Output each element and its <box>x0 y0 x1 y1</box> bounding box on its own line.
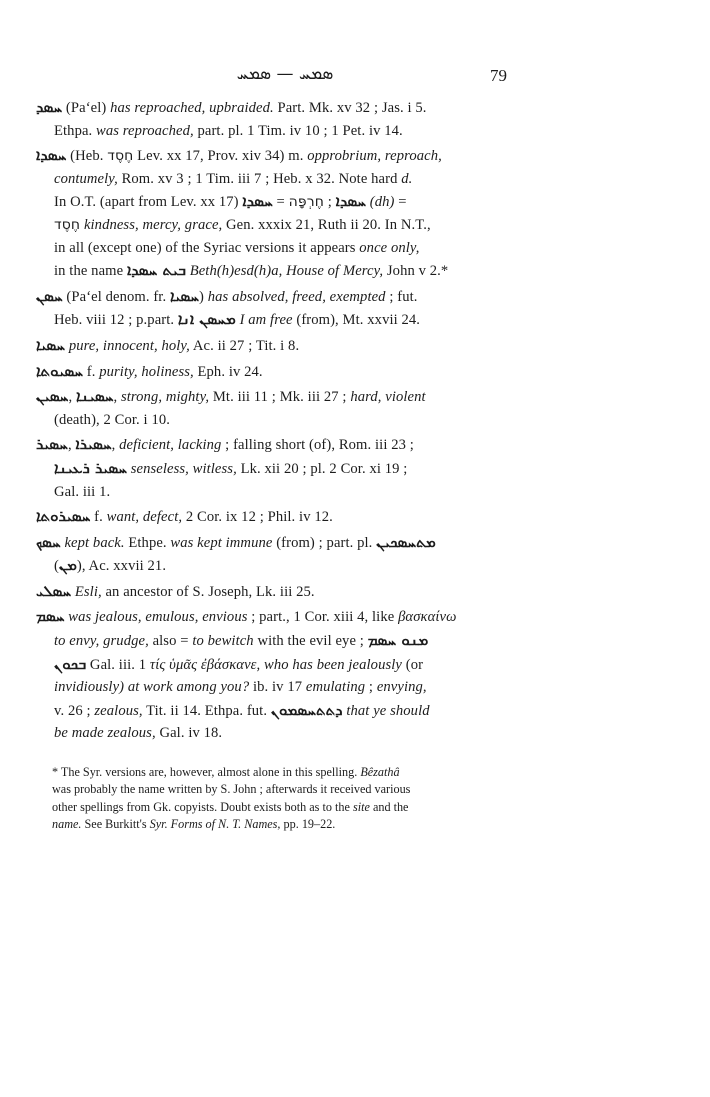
italic-gloss: d. <box>401 170 413 187</box>
syriac-headword: ܚܣܡ <box>36 607 65 626</box>
dictionary-entry <box>36 360 542 384</box>
text-run: ), Ac. xxvii 21. <box>76 558 167 575</box>
syriac-headword: ܚܣܝܘܬܐ <box>36 361 83 380</box>
text-run: Gal. iii 1. <box>54 483 111 500</box>
text-run: Mt. iii 11 ; Mk. iii 27 ; <box>209 389 351 406</box>
text-run: , <box>68 389 76 406</box>
syriac-headword: ܚܣܢ <box>36 286 63 305</box>
footnote-line <box>52 799 538 816</box>
entry-continuation-line <box>36 168 542 191</box>
italic-gloss: I am free <box>239 312 293 329</box>
syriac-headword: ܚܣܕܐ <box>242 192 273 211</box>
entry-continuation-line <box>36 629 542 653</box>
syriac-headword: ܡܢܘ ܚܣܡ <box>367 631 429 650</box>
syriac-headword: ܡܬܚܣܟܝܢ <box>376 532 436 551</box>
italic-gloss: be made zealous, <box>54 725 156 742</box>
italic-gloss: purity, holiness, <box>99 363 194 380</box>
syriac-headword: ܚܣܕ <box>36 98 63 116</box>
text-run: ( <box>54 558 59 575</box>
text-run: other spellings from Gk. copyists. Doubt exists both as to the <box>52 799 353 814</box>
italic-gloss: zealous, <box>94 702 143 719</box>
text-run: John v 2.* <box>383 263 449 280</box>
footnote-line <box>52 816 538 833</box>
text-run: v. 26 ; <box>54 702 95 719</box>
text-run: in the name <box>54 263 127 280</box>
italic-gloss: senseless, witless, <box>130 460 237 477</box>
text-run: Ac. ii 27 ; Tit. i 8. <box>189 337 300 354</box>
entry-first-line <box>36 580 542 604</box>
italic-gloss: (dh) <box>369 194 395 211</box>
entry-first-line <box>36 385 542 409</box>
italic-gloss: who has been jealously <box>264 656 402 673</box>
dictionary-entry <box>36 505 542 529</box>
text-run: (Pa‘el denom. fr. <box>62 288 170 305</box>
text-run: In O.T. (apart from Lev. xx 17) <box>54 194 243 211</box>
syriac-headword: ܚܣܝܪ <box>36 435 68 454</box>
dictionary-entry <box>36 385 542 431</box>
text-run: = <box>272 194 289 211</box>
entry-continuation-line <box>36 237 542 260</box>
text-run: ib. iv 17 <box>249 679 306 696</box>
italic-gloss: once only, <box>359 239 420 256</box>
italic-gloss: that ye should <box>346 702 430 719</box>
entry-continuation-line <box>36 214 542 237</box>
italic-gloss: was reproached, <box>96 122 194 139</box>
text-run: * The Syr. versions are, however, almost alone in this spelling. <box>52 765 361 779</box>
syriac-headword: ܒܝܬ ܚܣܕܐ <box>126 261 186 280</box>
entry-first-line <box>36 531 542 555</box>
entry-continuation-line <box>36 481 542 504</box>
syriac-headword: ܚܣܠܝ <box>36 581 72 600</box>
syriac-headword: ܚܣܝܪ ܪܥܝܢܐ <box>54 458 127 477</box>
entry-continuation-line <box>36 259 542 283</box>
text-run: = <box>394 194 407 211</box>
text-run: Lk. xii 20 ; pl. 2 Cor. xi 19 ; <box>236 460 408 477</box>
text-run: Eph. iv 24. <box>193 363 263 380</box>
text-run: (Heb. <box>66 148 108 165</box>
italic-gloss: has absolved, freed, exempted <box>207 288 386 305</box>
text-run: , <box>113 389 121 406</box>
hebrew-word: חֶסֶד <box>54 216 81 233</box>
italic-gloss: pure, innocent, holy, <box>68 337 190 354</box>
text-run: with the evil eye ; <box>253 633 368 650</box>
text-run: ; <box>323 194 336 211</box>
text-run: part. pl. 1 Tim. iv 10 ; 1 Pet. iv 14. <box>193 122 403 139</box>
text-run: 2 Cor. ix 12 ; Phil. iv 12. <box>182 509 333 526</box>
italic-gloss: Bêzathâ <box>360 765 400 779</box>
entry-continuation-line <box>36 699 542 723</box>
text-run: was probably the name written by S. John ; afterwards it received various <box>52 782 411 797</box>
entry-first-line <box>36 360 542 384</box>
syriac-headword: ܚܣܟ <box>36 532 61 551</box>
italic-gloss: has reproached, upbraided. <box>110 100 274 116</box>
text-run: ; falling short (of), Rom. iii 23 ; <box>221 437 414 454</box>
text-run: an ancestor of S. Joseph, Lk. iii 25. <box>101 583 315 600</box>
text-run: also = <box>148 633 193 650</box>
text-run: Ethpe. <box>124 534 171 551</box>
italic-gloss: envying, <box>376 679 427 696</box>
text-run: ; part., 1 Cor. xiii 4, like <box>247 609 399 626</box>
entry-first-line <box>36 605 542 629</box>
syriac-headword: ܕܬܬܚܣܡܘܢ <box>270 700 343 719</box>
text-run: Part. Mk. xv 32 ; Jas. i 5. <box>273 100 427 116</box>
italic-gloss: opprobrium, reproach, <box>307 148 442 165</box>
text-run: Ethpa. <box>54 122 97 139</box>
italic-gloss: was jealous, emulous, envious <box>68 609 248 626</box>
italic-gloss: τίς ὑμᾶς ἐβάσκανε, <box>149 656 261 673</box>
footnote-line <box>52 781 538 798</box>
text-run: Heb. viii 12 ; p.part. <box>54 312 178 329</box>
italic-gloss: strong, mighty, <box>120 389 210 406</box>
italic-gloss: Syr. Forms of N. T. Names, <box>149 817 281 832</box>
entry-continuation-line <box>36 554 542 578</box>
hebrew-word: חֶסֶד <box>107 148 134 165</box>
text-run: f. <box>90 509 107 526</box>
italic-gloss: Esli, <box>74 583 102 600</box>
syriac-headword: ܒܟܘܢ <box>54 654 87 673</box>
entry-continuation-line <box>36 653 542 677</box>
entry-continuation-line <box>36 722 542 745</box>
text-run: f. <box>83 363 100 380</box>
text-run: (from) ; part. pl. <box>272 534 377 551</box>
italic-gloss: hard, violent <box>350 389 426 406</box>
syriac-headword: ܡܚܣܢ ܐܢܐ <box>177 310 236 329</box>
text-run: (Pa‘el) <box>62 100 111 116</box>
entry-continuation-line <box>36 190 542 214</box>
text-run: Tit. ii 14. Ethpa. fut. <box>142 702 271 719</box>
text-run: ; <box>365 679 377 696</box>
running-title: ܣܡܚ — ܣܡܚ <box>236 64 334 84</box>
page-number: 79 <box>490 66 507 85</box>
entry-continuation-line <box>36 308 542 332</box>
italic-gloss: invidiously) at work among you? <box>54 679 250 696</box>
italic-gloss: to bewitch <box>192 633 254 650</box>
entry-continuation-line <box>36 409 542 432</box>
dictionary-entry <box>36 531 542 578</box>
dictionary-entry <box>36 580 542 604</box>
text-run: See Burkitt's <box>81 817 150 832</box>
italic-gloss: kindness, mercy, grace, <box>83 216 223 233</box>
text-run: and the <box>369 799 409 814</box>
footnote <box>52 764 538 834</box>
italic-gloss: to envy, grudge, <box>54 633 149 650</box>
entry-first-line <box>36 334 542 358</box>
text-run: ) <box>199 288 208 305</box>
dictionary-entry <box>36 96 542 142</box>
dictionary-entry <box>36 334 542 358</box>
entry-first-line <box>36 96 542 120</box>
dictionary-entry <box>36 605 542 745</box>
text-run: (from), Mt. xxvii 24. <box>292 312 421 329</box>
italic-gloss: site <box>352 799 370 814</box>
dictionary-entries <box>36 96 542 747</box>
italic-gloss: βασκαίνω <box>398 609 457 626</box>
dictionary-entry <box>36 285 542 332</box>
entry-continuation-line <box>36 457 542 481</box>
entry-first-line <box>36 505 542 529</box>
text-run: , <box>67 437 76 454</box>
entry-continuation-line <box>36 676 542 699</box>
footnote-line <box>52 764 538 781</box>
italic-gloss: emulating <box>305 679 366 696</box>
text-run: Gal. iv 18. <box>155 725 223 742</box>
syriac-headword: ܚܣܝܢܐ <box>75 387 114 406</box>
entry-continuation-line <box>36 120 542 143</box>
text-run: (death), 2 Cor. i 10. <box>54 411 170 428</box>
text-run: Gen. xxxix 21, Ruth ii 20. In N.T., <box>222 216 431 233</box>
syriac-headword: ܡܢ <box>58 556 77 575</box>
italic-gloss: was kept immune <box>170 534 273 551</box>
italic-gloss: name. <box>52 817 82 832</box>
italic-gloss: contumely, <box>54 170 118 187</box>
hebrew-word: חֶרְפָּה <box>288 194 324 211</box>
syriac-headword: ܚܣܝܐ <box>36 335 66 354</box>
text-run: (or <box>401 656 424 673</box>
dictionary-entry <box>36 433 542 503</box>
entry-first-line <box>36 285 542 309</box>
italic-gloss: Beth(h)esd(h)a, House of Mercy, <box>189 263 384 280</box>
entry-first-line <box>36 433 542 457</box>
entry-first-line <box>36 144 542 168</box>
running-head <box>0 62 710 88</box>
syriac-headword: ܚܣܝܪܐ <box>75 435 112 454</box>
text-run: pp. 19–22. <box>280 817 336 832</box>
text-run: in all (except one) of the Syriac versions it appears <box>54 239 360 256</box>
syriac-headword: ܚܣܝܢ <box>36 387 69 406</box>
syriac-headword: ܚܣܝܐ <box>169 286 200 305</box>
dictionary-entry <box>36 144 542 283</box>
italic-gloss: want, defect, <box>106 509 183 526</box>
text-run: Rom. xv 3 ; 1 Tim. iii 7 ; Heb. x 32. Note hard <box>117 170 402 187</box>
italic-gloss: kept back. <box>64 534 125 551</box>
text-run: Gal. iii. 1 <box>86 656 150 673</box>
syriac-headword: ܚܣܝܪܘܬܐ <box>36 507 91 526</box>
text-run: Lev. xx 17, Prov. xiv 34) m. <box>133 148 308 165</box>
syriac-headword: ܚܣܕܐ <box>335 192 367 211</box>
italic-gloss: deficient, lacking <box>119 437 222 454</box>
text-run: , <box>111 437 120 454</box>
text-run: ; fut. <box>385 288 418 305</box>
syriac-headword: ܚܣܕܐ <box>36 146 67 165</box>
